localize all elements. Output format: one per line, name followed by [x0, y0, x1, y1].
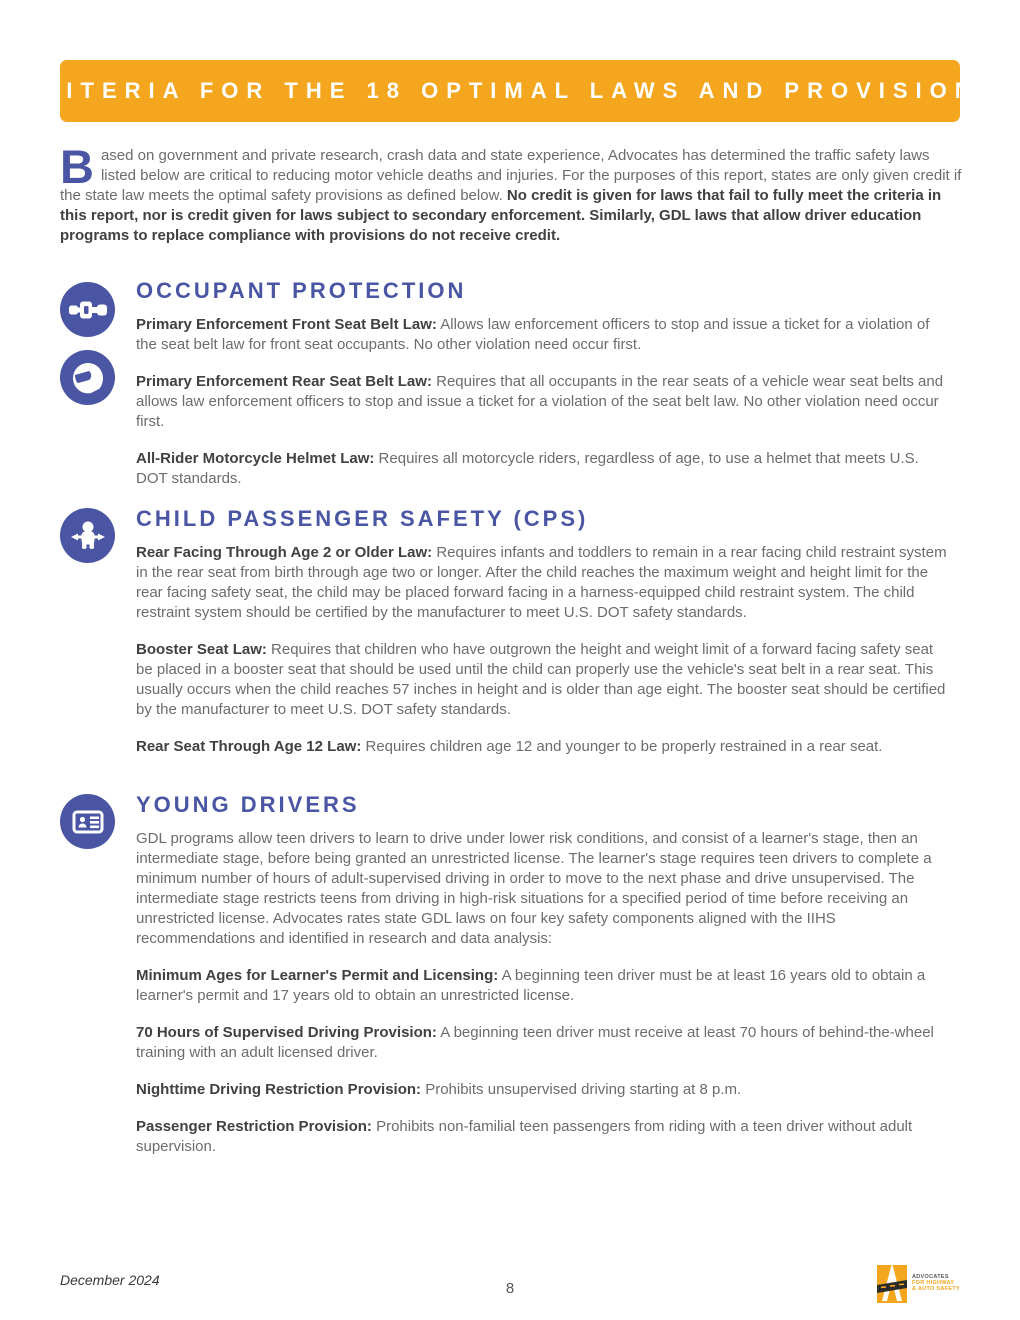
law-paragraph: [136, 966, 948, 1006]
intro-text: ased on government and private research, crash data and state experience, Advocates has determined the traffic safety laws listed below are critical to reducing motor vehicle deaths and injuries. For the purposes of this report, states are only given credit if the state law meets the optimal safety provisions as defined below.: [60, 147, 962, 204]
law-label: 70 Hours of Supervised Driving Provision:: [136, 1024, 437, 1041]
law-text: Requires that children who have outgrown the height and weight limit of a forward facing safety seat be placed in a booster seat that should be used until the child can properly use the vehicle's seat belt in a rear seat. This usually occurs when the child reaches 57 inches in height and is older than age eight. The booster seat should be certified by the manufacturer to meet U.S. DOT safety standards.: [136, 641, 946, 718]
footer-date: December 2024: [60, 1272, 160, 1288]
law-text: Requires infants and toddlers to remain in a rear facing child restraint system in the rear seat from birth through age two or longer. After the child reaches the maximum weight and height limit for the rear facing safety seat, the child may be placed forward facing in a harness-equipped child restraint system. The child restraint system should be certified by the manufacturer to meet U.S. DOT safety standards.: [136, 544, 947, 621]
intro-paragraph: [60, 140, 966, 246]
section-heading: CHILD PASSENGER SAFETY (CPS): [136, 506, 589, 531]
law-label: Rear Facing Through Age 2 or Older Law:: [136, 544, 433, 561]
law-paragraph: [136, 543, 948, 623]
law-text: Requires children age 12 and younger to be properly restrained in a rear seat.: [361, 738, 883, 755]
law-paragraph: [136, 1117, 948, 1157]
law-label: Rear Seat Through Age 12 Law:: [136, 738, 362, 755]
page-number: 8: [505, 1280, 515, 1297]
section-occupant-protection: [60, 278, 966, 506]
law-text: Allows law enforcement officers to stop and issue a ticket for a violation of the seat belt law for front seat occupants. No other violation need occur first.: [136, 316, 930, 353]
law-paragraph: [136, 372, 948, 432]
child-car-seat-icon: [60, 508, 115, 563]
law-text: Requires all motorcycle riders, regardless of age, to use a helmet that meets U.S. DOT standards.: [136, 450, 919, 487]
section-heading: OCCUPANT PROTECTION: [136, 278, 467, 303]
law-text: Requires that all occupants in the rear seats of a vehicle wear seat belts and allows law enforcement officers to stop and issue a ticket for a violation of the seat belt law. No other violation need occur first.: [136, 373, 944, 430]
drop-cap: B: [60, 140, 94, 193]
law-text: Prohibits unsupervised driving starting at 8 p.m.: [421, 1081, 742, 1098]
law-text: A beginning teen driver must be at least 16 years old to obtain a learner's permit and 17 years old to obtain an unrestricted license.: [136, 967, 926, 1004]
law-paragraph: [136, 315, 948, 355]
motorcycle-helmet-icon: [60, 350, 115, 405]
seat-belt-icon: [60, 282, 115, 337]
law-paragraph: [136, 640, 948, 720]
advocates-logo: [876, 1260, 968, 1306]
law-label: Primary Enforcement Front Seat Belt Law:: [136, 316, 437, 333]
law-label: Minimum Ages for Learner's Permit and Licensing:: [136, 967, 499, 984]
section-young-drivers: [60, 792, 966, 1174]
law-paragraph: [136, 1023, 948, 1063]
law-paragraph: [136, 737, 948, 757]
section-child-passenger-safety: [60, 506, 966, 774]
law-label: Passenger Restriction Provision:: [136, 1118, 372, 1135]
drivers-license-icon: [60, 794, 115, 849]
section-intro-paragraph: GDL programs allow teen drivers to learn to drive under lower risk conditions, and consist of a learner's stage, then an intermediate stage, before being granted an unrestricted license. The learner's stage requires teen drivers to complete a minimum number of hours of adult-supervised driving in order to move to the next phase and drive unsupervised. The intermediate stage restricts teens from driving in high-risk situations for a specified period of time before receiving an unrestricted license. Advocates rates state GDL laws on four key safety components aligned with the IIHS recommendations and identified in research and data analysis:: [136, 830, 932, 947]
law-paragraph: [136, 1080, 948, 1100]
law-label: Booster Seat Law:: [136, 641, 267, 658]
intro-text-bold: No credit is given for laws that fail to fully meet the criteria in this report, nor is credit given for laws subject to secondary enforcement. Similarly, GDL laws that allow driver education programs to replace compliance with provisions do not receive credit.: [60, 187, 942, 244]
law-label: Primary Enforcement Rear Seat Belt Law:: [136, 373, 432, 390]
section-heading: YOUNG DRIVERS: [136, 792, 360, 817]
law-label: All-Rider Motorcycle Helmet Law:: [136, 450, 375, 467]
advocates-logo-text: ADVOCATES FOR HIGHWAY & AUTO SAFETY: [912, 1274, 960, 1292]
title-banner: [18, 60, 1002, 122]
law-paragraph: [136, 449, 948, 489]
advocates-logo-icon: [876, 1261, 908, 1305]
law-text: Prohibits non-familial teen passengers from riding with a teen driver without adult supervision.: [136, 1118, 913, 1155]
law-label: Nighttime Driving Restriction Provision:: [136, 1081, 422, 1098]
page-title: CRITERIA FOR THE 18 OPTIMAL LAWS AND PROVISIONS: [18, 78, 1002, 103]
law-text: A beginning teen driver must receive at least 70 hours of behind-the-wheel training with an adult licensed driver.: [136, 1024, 934, 1061]
